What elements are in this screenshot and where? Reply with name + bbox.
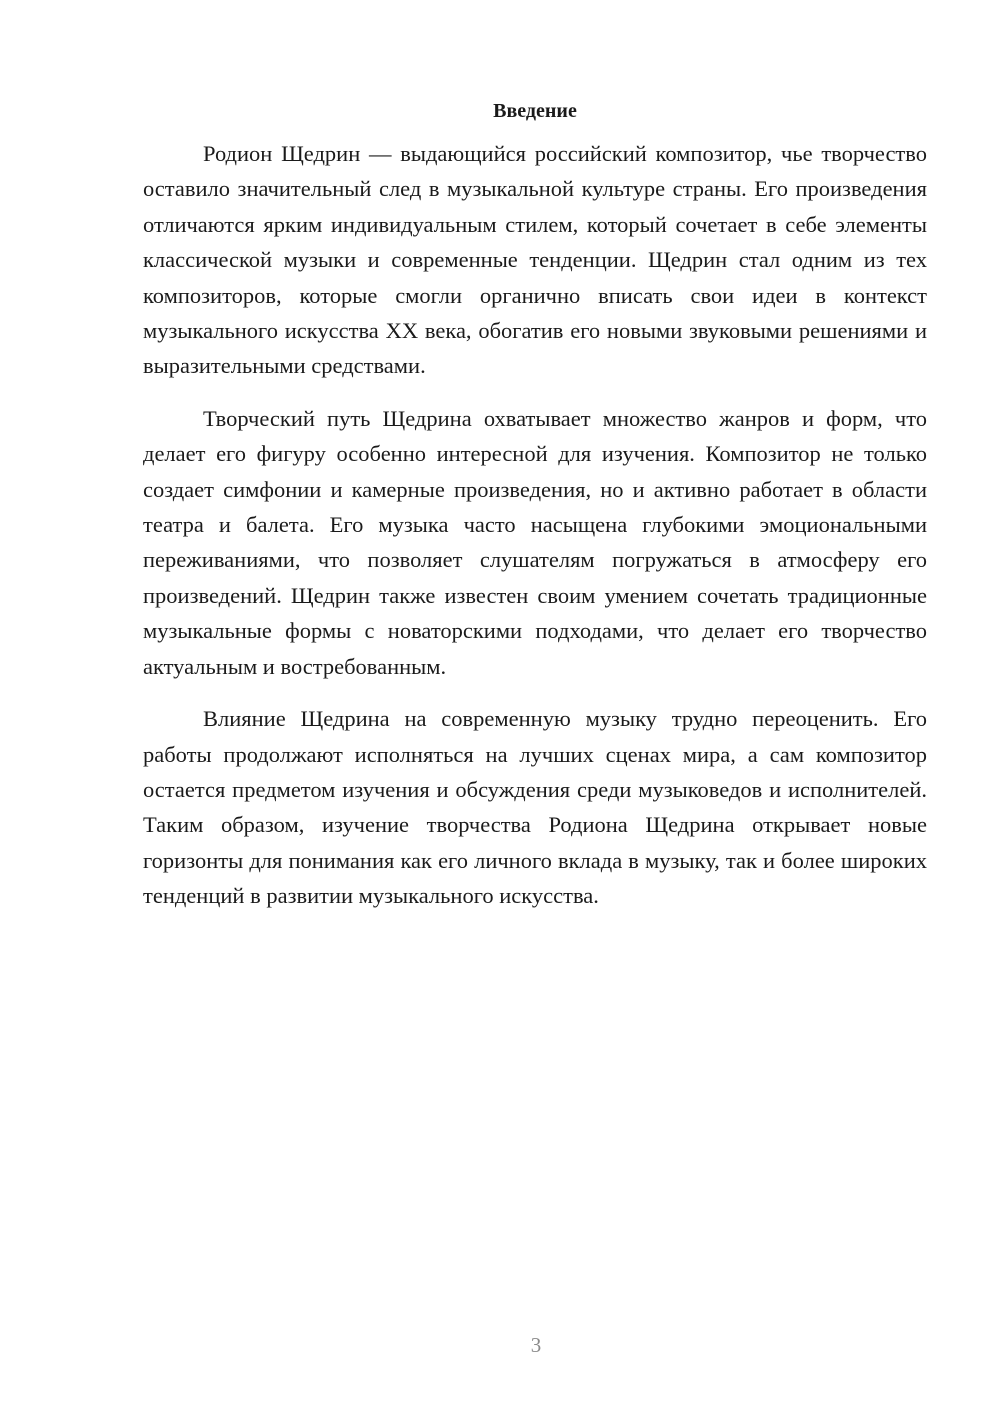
paragraph-1: Родион Щедрин — выдающийся российский композитор, чье творчество оставило значительный след в музыкальной культуре страны. Его произведения отличаются ярким индивидуальным стилем, который сочетает в себе элементы классической музыки и современные тенденции. Щедрин стал одним из тех композиторов, которые смогли органично вписать свои идеи в контекст музыкального искусства XX века, обогатив его новыми звуковыми решениями и выразительными средствами. — [143, 141, 927, 379]
section-title: Введение — [493, 100, 577, 122]
page-content — [143, 96, 927, 914]
page-number: 3 — [530, 1333, 542, 1357]
paragraph-2: Творческий путь Щедрина охватывает множество жанров и форм, что делает его фигуру особенно интересной для изучения. Композитор не только создает симфонии и камерные произведения, но и активно работает в области театра и балета. Его музыка часто насыщена глубокими эмоциональными переживаниями, что позволяет слушателям погружаться в атмосферу его произведений. Щедрин также известен своим умением сочетать традиционные музыкальные формы с новаторскими подходами, что делает его творчество актуальным и востребованным. — [143, 405, 927, 679]
paragraph-3: Влияние Щедрина на современную музыку трудно переоценить. Его работы продолжают исполняться на лучших сценах мира, а сам композитор остается предметом изучения и обсуждения среди музыковедов и исполнителей. Таким образом, изучение творчества Родиона Щедрина открывает новые горизонты для понимания как его личного вклада в музыку, так и более широких тенденций в развитии музыкального искусства. — [143, 706, 927, 909]
